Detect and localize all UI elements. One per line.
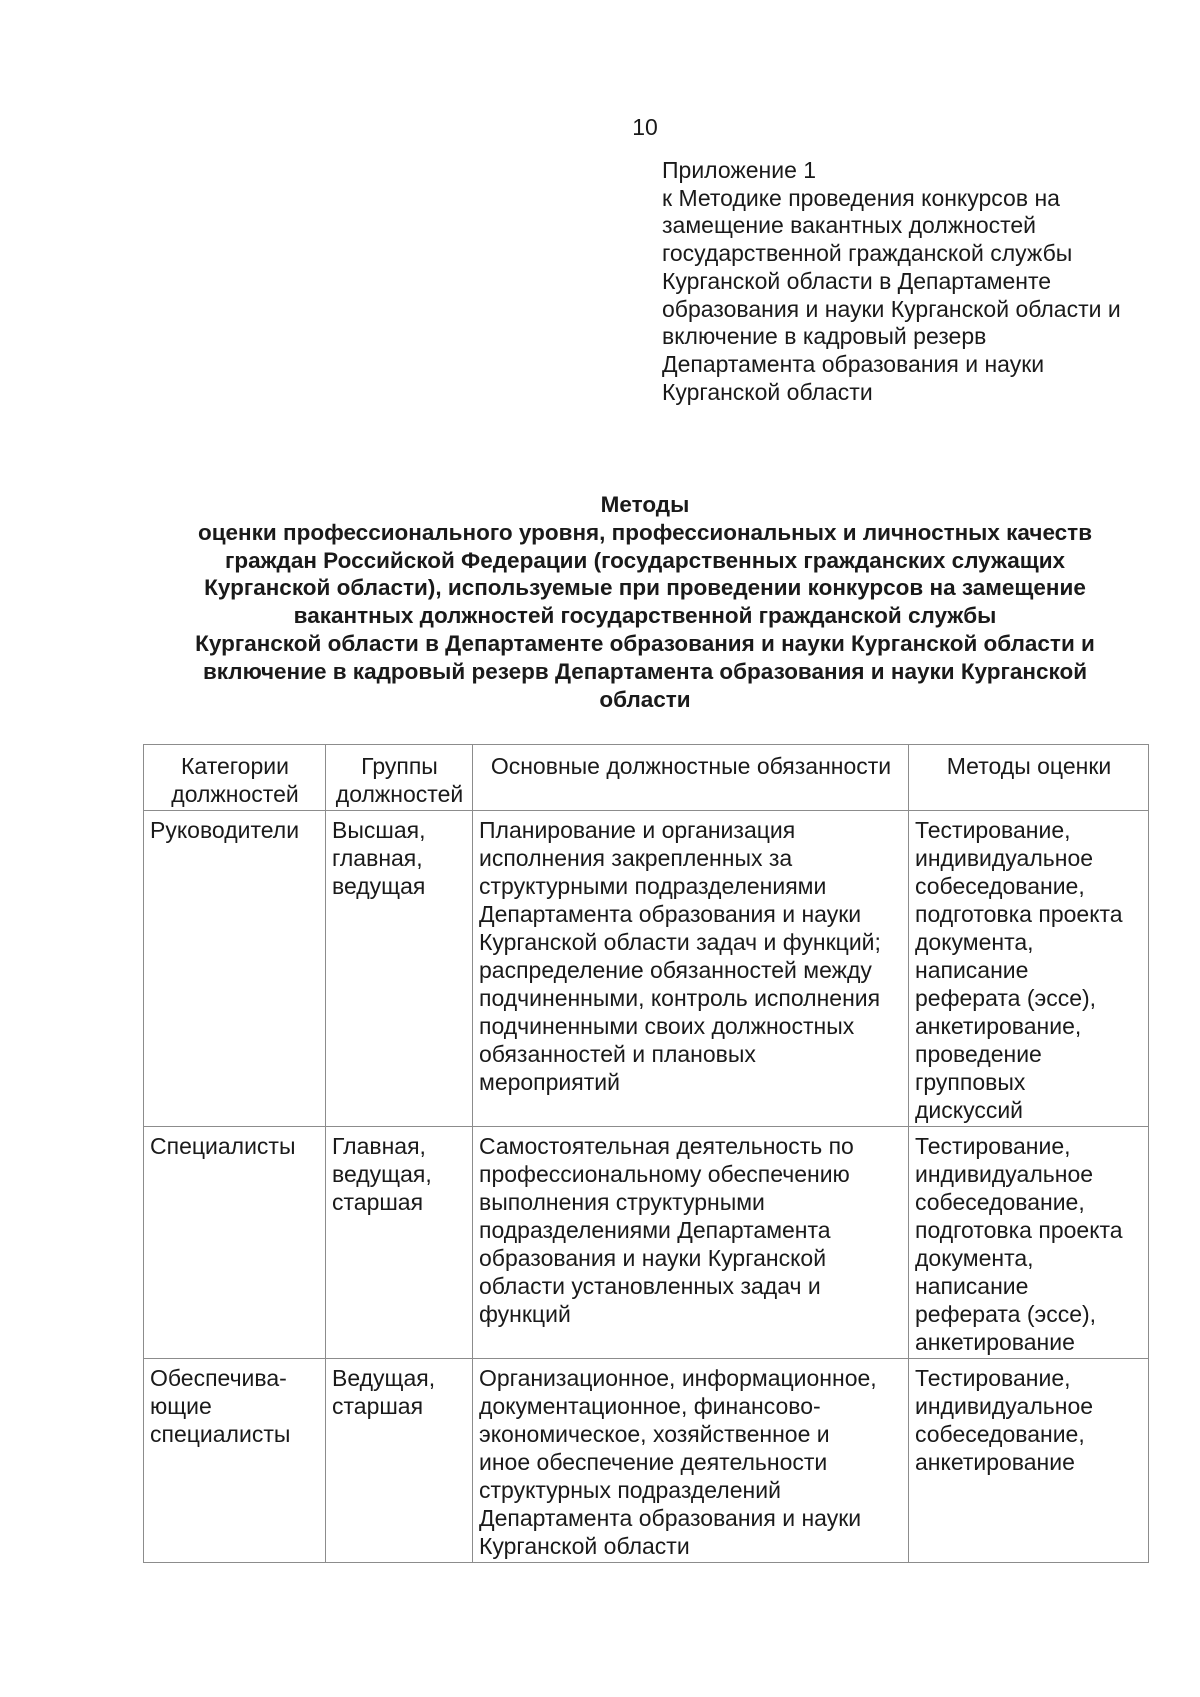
title-line: включение в кадровый резерв Департамента образования и науки Курганской (202, 658, 1088, 684)
cell-line: написание (915, 1273, 1029, 1299)
appendix-line: Курганской области в Департаменте (662, 267, 1052, 294)
header-line: Основные должностные обязанности (490, 753, 892, 779)
header-line: должностей (335, 781, 464, 807)
cell-methods (909, 1127, 1149, 1359)
title-line: Курганской области), используемые при проведении конкурсов на замещение (204, 575, 1086, 601)
cell-line: Курганской области задач и функций; (479, 929, 881, 955)
cell-duties (473, 1127, 909, 1359)
cell-line: Самостоятельная деятельность по (479, 1133, 854, 1159)
cell-line: образования и науки Курганской (479, 1245, 827, 1271)
cell-duties (473, 811, 909, 1127)
cell-line: Организационное, информационное, (479, 1365, 877, 1391)
title-line: области (599, 686, 691, 712)
cell-line: Ведущая, (332, 1365, 436, 1391)
cell-line: собеседование, (915, 1189, 1085, 1215)
cell-line: профессиональному обеспечению (479, 1161, 850, 1187)
cell-line: мероприятий (479, 1069, 620, 1095)
cell-line: иное обеспечение деятельности (479, 1449, 828, 1475)
cell-line: структурных подразделений (479, 1477, 781, 1503)
table-row (144, 1359, 1149, 1563)
appendix-line: Приложение 1 (662, 157, 817, 183)
cell-line: собеседование, (915, 873, 1085, 899)
cell-line: выполнения структурными (479, 1189, 765, 1215)
cell-line: Руководители (150, 817, 300, 843)
cell-line: реферата (эссе), (915, 985, 1097, 1011)
cell-line: старшая (332, 1189, 424, 1215)
header-line: Категории (181, 753, 289, 779)
cell-line: структурными подразделениями (479, 873, 827, 899)
cell-category (144, 1127, 326, 1359)
appendix-line: государственной гражданской службы (662, 240, 1073, 267)
header-groups (326, 745, 473, 811)
cell-groups (326, 811, 473, 1127)
cell-category (144, 1359, 326, 1563)
cell-line: области установленных задач и (479, 1273, 821, 1299)
title-line: вакантных должностей государственной гражданской службы (293, 603, 997, 629)
cell-line: подготовка проекта (915, 901, 1123, 927)
appendix-line: включение в кадровый резерв (662, 323, 987, 350)
cell-line: ведущая (332, 873, 426, 899)
cell-line: подготовка проекта (915, 1217, 1123, 1243)
cell-line: документа, (915, 1245, 1034, 1271)
cell-line: написание (915, 957, 1029, 983)
cell-line: старшая (332, 1393, 424, 1419)
cell-line: Курганской области (479, 1533, 690, 1559)
cell-line: подчиненными, контроль исполнения (479, 985, 881, 1011)
table-row (144, 811, 1149, 1127)
cell-line: Тестирование, (915, 1133, 1071, 1159)
page-number: 10 (632, 114, 658, 140)
table-header-row (144, 745, 1149, 811)
cell-methods (909, 811, 1149, 1127)
cell-methods (909, 1359, 1149, 1563)
cell-line: исполнения закрепленных за (479, 845, 793, 871)
cell-line: документа, (915, 929, 1034, 955)
cell-line: документационное, финансово- (479, 1393, 821, 1419)
cell-line: обязанностей и плановых (479, 1041, 756, 1067)
cell-line: проведение (915, 1041, 1042, 1067)
appendix-line: Департамента образования и науки (662, 350, 1045, 377)
cell-groups (326, 1127, 473, 1359)
cell-line: Главная, (332, 1133, 426, 1159)
cell-line: распределение обязанностей между (479, 957, 872, 983)
appendix-line: образования и науки Курганской области и (662, 295, 1121, 322)
cell-line: Специалисты (150, 1133, 296, 1159)
appendix-line: Курганской области (662, 378, 873, 405)
cell-line: Обеспечива- (150, 1365, 287, 1391)
header-methods (909, 745, 1149, 811)
cell-line: экономическое, хозяйственное и (479, 1421, 830, 1447)
cell-line: функций (479, 1301, 571, 1327)
cell-line: анкетирование (915, 1329, 1075, 1355)
header-duties (473, 745, 909, 811)
methods-table (143, 744, 1149, 1563)
cell-category (144, 811, 326, 1127)
cell-line: реферата (эссе), (915, 1301, 1097, 1327)
cell-line: анкетирование, (915, 1013, 1082, 1039)
cell-line: подчиненными своих должностных (479, 1013, 855, 1039)
header-line: должностей (171, 781, 299, 807)
cell-line: Тестирование, (915, 1365, 1071, 1391)
cell-line: ведущая, (332, 1161, 432, 1187)
cell-line: индивидуальное (915, 1393, 1094, 1419)
cell-line: специалисты (150, 1421, 291, 1447)
cell-line: дискуссий (915, 1097, 1024, 1123)
header-line: Методы оценки (946, 753, 1112, 779)
cell-line: собеседование, (915, 1421, 1085, 1447)
cell-line: Департамента образования и науки (479, 1505, 862, 1531)
appendix-line: замещение вакантных должностей (662, 212, 1037, 239)
appendix-line: к Методике проведения конкурсов на (662, 184, 1060, 211)
title-line: граждан Российской Федерации (государственных гражданских служащих (224, 547, 1066, 573)
header-line: Группы (361, 753, 438, 779)
appendix-note (662, 157, 1162, 406)
cell-line: индивидуальное (915, 1161, 1094, 1187)
cell-duties (473, 1359, 909, 1563)
cell-line: ющие (150, 1393, 212, 1419)
title-line: оценки профессионального уровня, профессиональных и личностных качеств (197, 519, 1093, 545)
cell-line: групповых (915, 1069, 1026, 1095)
cell-groups (326, 1359, 473, 1563)
cell-line: подразделениями Департамента (479, 1217, 831, 1243)
cell-line: анкетирование (915, 1449, 1075, 1475)
cell-line: Планирование и организация (479, 817, 796, 843)
cell-line: Департамента образования и науки (479, 901, 862, 927)
cell-line: Тестирование, (915, 817, 1071, 843)
cell-line: индивидуальное (915, 845, 1094, 871)
cell-line: главная, (332, 845, 423, 871)
cell-line: Высшая, (332, 817, 426, 843)
title-line: Курганской области в Департаменте образования и науки Курганской области и (195, 630, 1095, 656)
title-line: Методы (600, 492, 690, 517)
table-row (144, 1127, 1149, 1359)
header-categories (144, 745, 326, 811)
document-title (140, 491, 1150, 713)
